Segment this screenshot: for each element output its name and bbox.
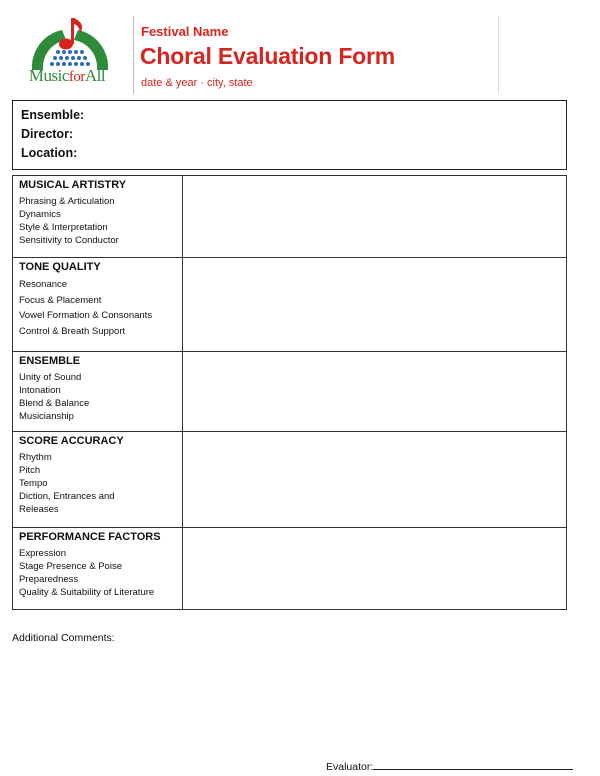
comments-cell-score-accuracy[interactable] [183,432,567,528]
category-label-cell [13,528,183,610]
category-label-cell [13,352,183,432]
category-label-cell [13,176,183,258]
criteria-item: Tempo [19,478,48,489]
comments-cell-ensemble[interactable] [183,352,567,432]
category-title: PERFORMANCE FACTORS [19,531,161,543]
criteria-item: Dynamics [19,209,61,220]
criteria-item: Quality & Suitability of Literature [19,587,155,598]
category-row-tone-quality [13,258,567,352]
category-title: MUSICAL ARTISTRY [19,179,127,191]
criteria-item: Focus & Placement [19,294,102,306]
criteria-item: Pitch [19,465,41,476]
criteria-item: Preparedness [19,574,79,585]
criteria-item: Unity of Sound [19,372,82,383]
comments-cell-performance-factors[interactable] [183,528,567,610]
category-row-score-accuracy [13,432,567,528]
category-title: TONE QUALITY [19,261,101,273]
criteria-item: Sensitivity to Conductor [19,235,119,246]
criteria-item: Rhythm [19,452,52,463]
criteria-item: Phrasing & Articulation [19,196,115,207]
criteria-item: Blend & Balance [19,398,90,409]
ensemble-info-box [12,100,567,170]
category-title: SCORE ACCURACY [19,435,124,447]
evaluation-criteria-table [12,175,567,610]
festival-name: Festival Name [141,24,229,39]
criteria-item: Vowel Formation & Consonants [19,310,153,321]
criteria-item: Style & Interpretation [19,222,108,233]
category-row-musical-artistry [13,176,567,258]
criteria-item: Control & Breath Support [19,325,126,337]
criteria-item: Stage Presence & Poise [19,561,122,572]
criteria-item: Releases [19,504,59,515]
comments-cell-tone-quality[interactable] [183,258,567,352]
criteria-item: Musicianship [19,411,74,422]
ensemble-field[interactable]: Ensemble: [21,108,85,122]
category-title: ENSEMBLE [19,355,81,367]
director-field[interactable]: Director: [21,127,74,141]
criteria-item: Diction, Entrances and [19,491,115,502]
category-row-performance-factors [13,528,567,610]
location-field[interactable]: Location: [21,146,78,160]
comments-cell-musical-artistry[interactable] [183,176,567,258]
evaluator-signature-line[interactable] [373,760,573,770]
category-label-cell [13,432,183,528]
page-title: Choral Evaluation Form [140,43,396,69]
criteria-item: Intonation [19,385,61,396]
criteria-item: Resonance [19,279,68,290]
criteria-item: Expression [19,548,66,559]
additional-comments-label: Additional Comments: [12,632,115,644]
music-note-arc-icon [10,12,130,72]
evaluator-signature [326,760,573,773]
category-row-ensemble [13,352,567,432]
header-divider-right [498,16,499,94]
evaluator-label: Evaluator: [326,761,374,773]
header-divider [133,16,134,94]
category-label-cell [13,258,183,352]
date-location-line: date & year · city, state [141,77,253,89]
logo-wordmark: MusicforAll [28,66,106,85]
